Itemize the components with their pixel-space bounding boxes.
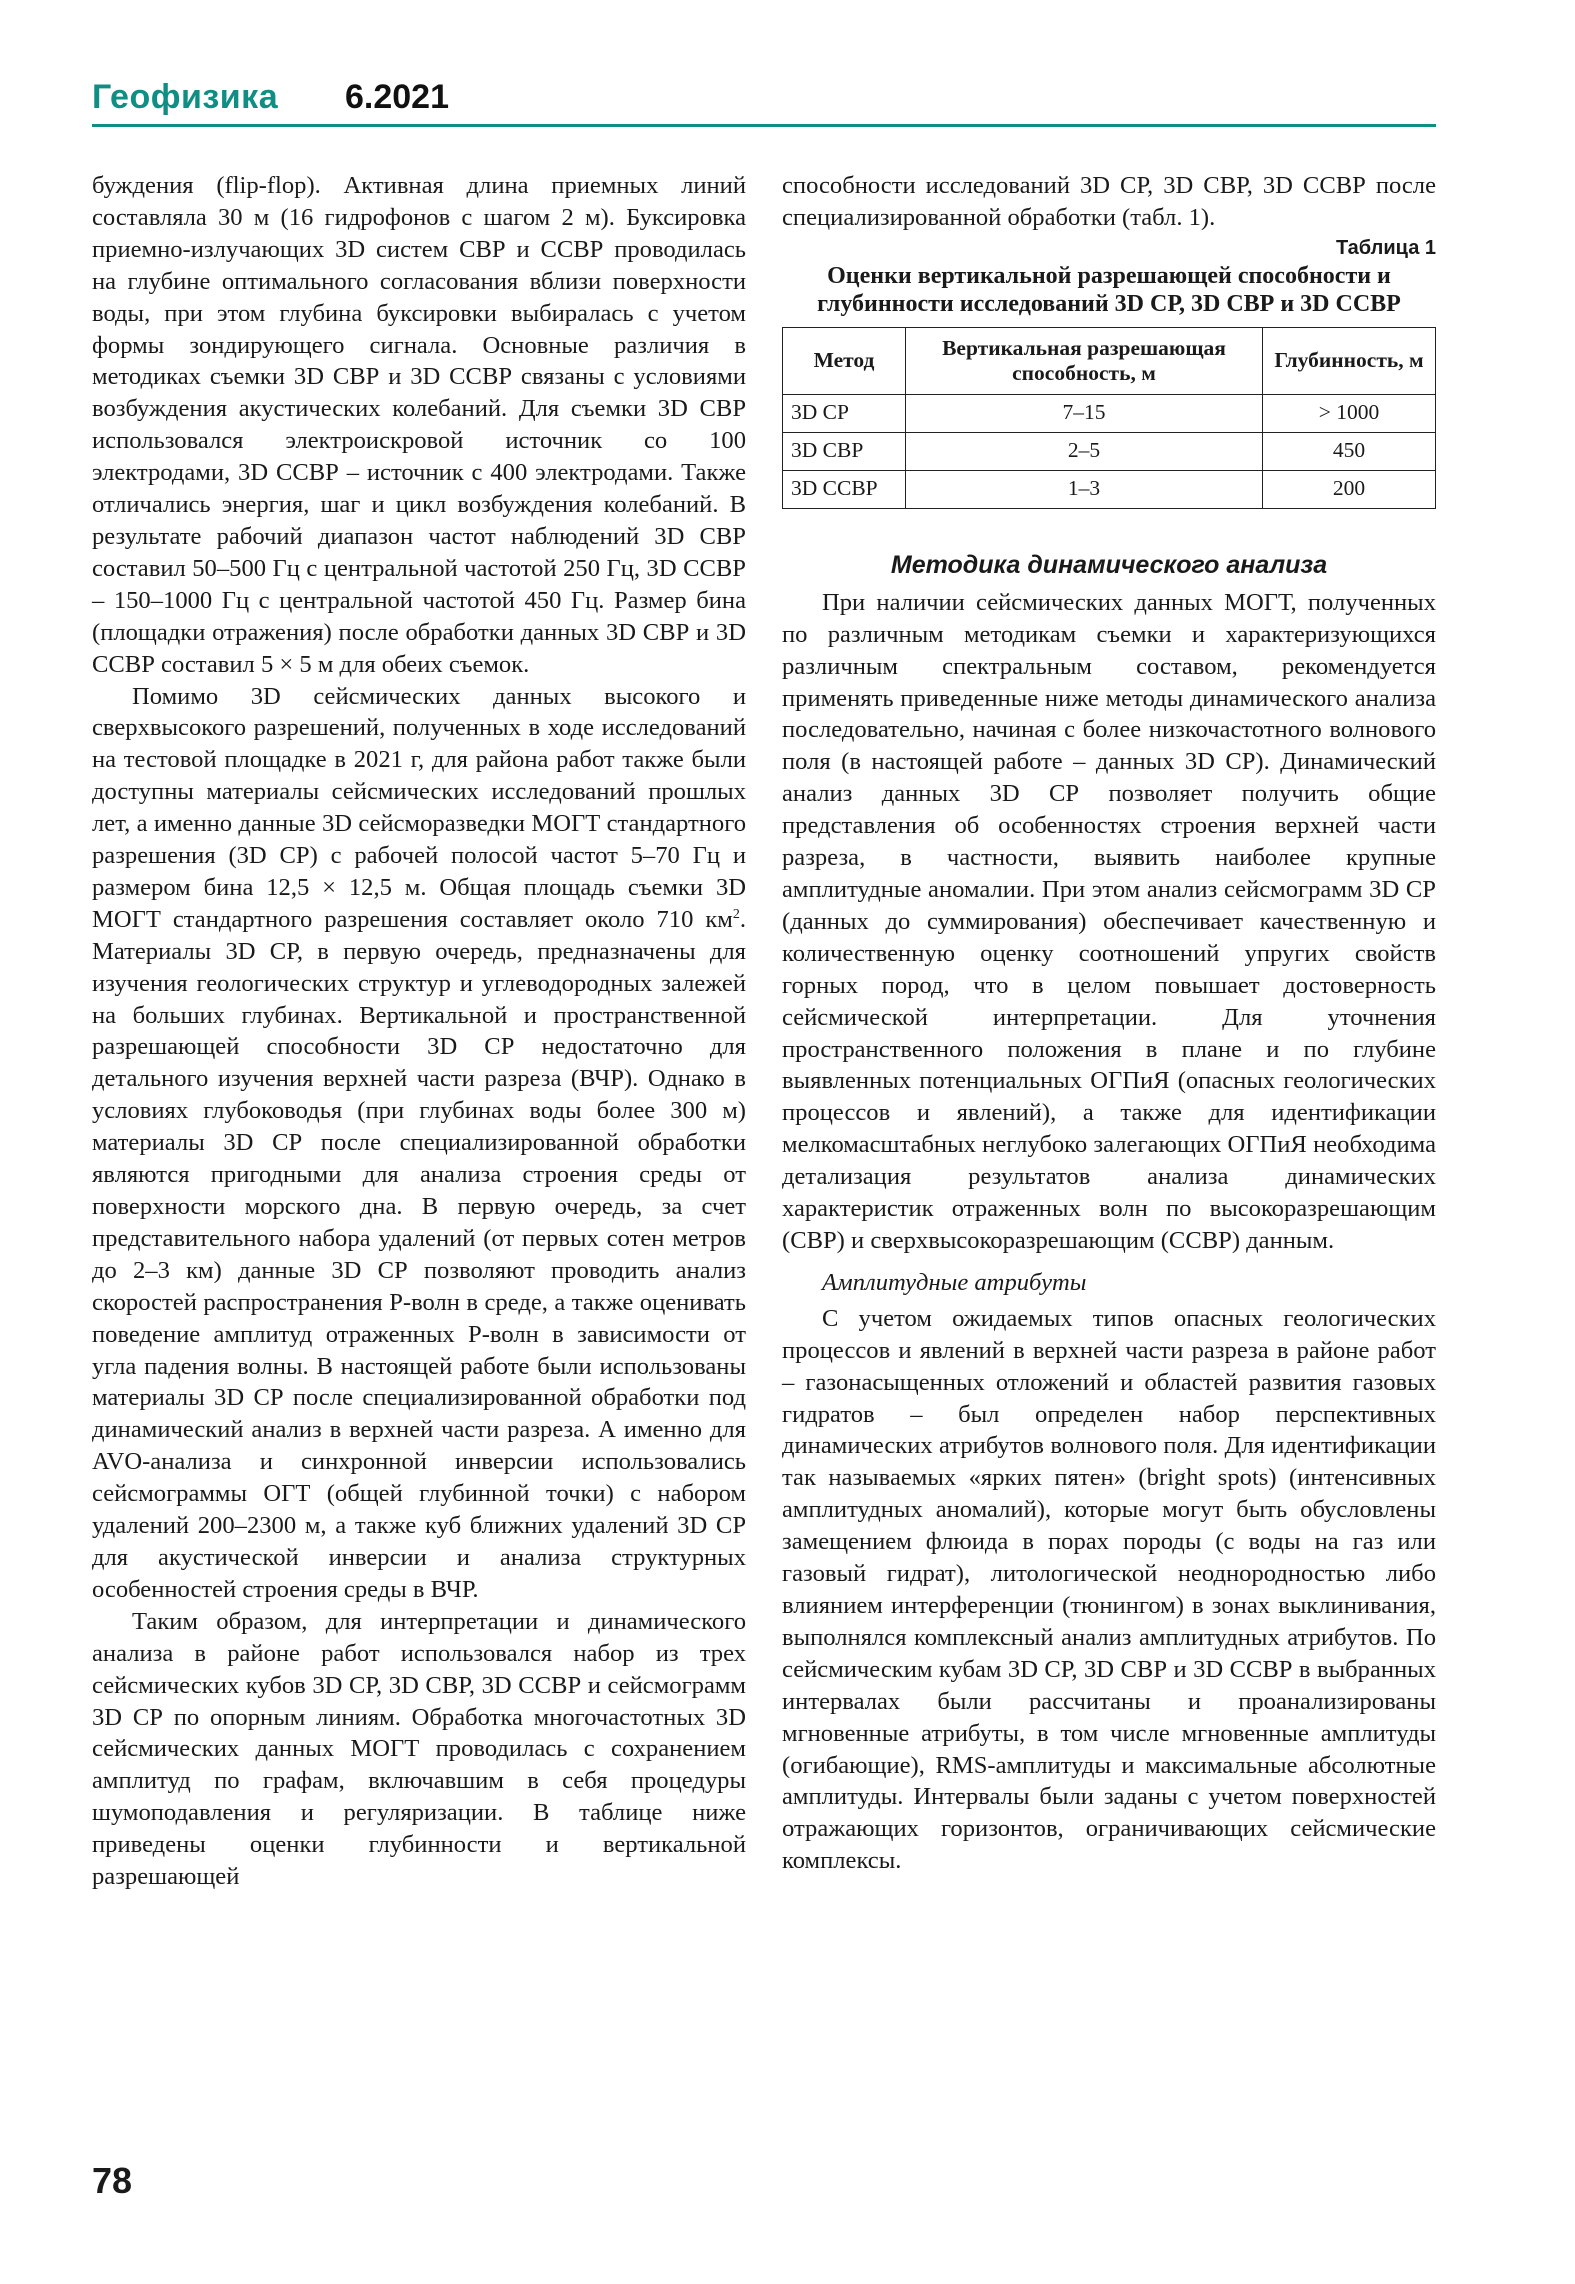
paragraph-continuation: буждения (flip-flop). Активная длина приемных линий составляла 30 м (16 гидрофонов с шагом 2 м). Буксировка приемно-излучающих 3D систем СВР и ССВР проводилась на глубине оптимального согласования вблизи поверхности воды, при этом глубина буксировки выбиралась с учетом формы зондирующего сигнала. Основные различия в методиках съемки 3D СВР и 3D ССВР связаны с условиями возбуждения акустических колебаний. Для съемки 3D СВР использовался электроискровой источник со 100 электродами, 3D ССВР – источник с 400 электродами. Также отличались энергия, шаг и цикл возбуждения колебаний. В результате рабочий диапазон частот наблюдений 3D СВР составил 50–500 Гц с центральной частотой 250 Гц, 3D ССВР – 150–1000 Гц с центральной частотой 450 Гц. Размер бина (площадки отражения) после обработки данных 3D СВР и 3D ССВР составил 5 × 5 м для обеих съемок.	[92, 172, 746, 678]
paragraph-summary: Таким образом, для интерпретации и динамического анализа в районе работ использовался набор из трех сейсмических кубов 3D СР, 3D СВР, 3D ССВР и сейсмограмм 3D СР по опорным линиям. Обработка многочастотных 3D сейсмических данных МОГТ проводилась с сохранением амплитуд по графам, включавшим в себя процедуры шумоподавления и регуляризации. В таблице ниже приведены оценки глубинности и вертикальной разрешающей	[92, 1607, 746, 1891]
header-rule	[92, 124, 1436, 127]
table-label: Таблица 1	[1335, 236, 1436, 259]
table-cell: 3D СВР	[783, 432, 906, 470]
superscript-2: 2	[732, 906, 740, 922]
paragraph-data-sources-start: Помимо 3D сейсмических данных высокого и сверхвысокого разрешений, полученных в ходе исследований на тестовой площадке в 2021 г, для района работ также были доступны материалы сейсмических исследований прошлых лет, а именно данные 3D сейсморазведки МОГТ стандартного разрешения (3D СР) с рабочей полосой частот 5–70 Гц и размером бина 12,5 × 12,5 м. Общая площадь съемки 3D МОГТ стандартного разрешения составляет около 710 км	[92, 682, 746, 933]
table-cell: > 1000	[1263, 394, 1436, 432]
left-column	[92, 170, 746, 1893]
journal-title: Геофизика	[92, 78, 279, 116]
table-title: Оценки вертикальной разрешающей способности и глубинности исследований 3D СР, 3D СВР и 3D ССВР	[817, 262, 1401, 318]
table-row	[783, 394, 1436, 432]
table-cell: 7–15	[906, 394, 1263, 432]
paragraph-amplitude: С учетом ожидаемых типов опасных геологических процессов и явлений в верхней части разреза в районе работ – газонасыщенных отложений и областей развития газовых гидратов – был определен набор перспективных динамических атрибутов волнового поля. Для идентификации так называемых «ярких пятен» (bright spots) (интенсивных амплитудных аномалий), которые могут быть обусловлены замещением флюида в порах породы (с воды на газ или газовый гидрат), литологической неоднородностью либо влиянием интерференции (тюнингом) в зонах выклинивания, выполнялся комплексный анализ амплитудных атрибутов. По сейсмическим кубам 3D СР, 3D СВР и 3D ССВР в выбранных интервалах были рассчитаны и проанализированы мгновенные атрибуты, в том числе мгновенные амплитуды (огибающие), RMS-амплитуды и максимальные абсолютные амплитуды. Интервалы были заданы с учетом поверхностей отражающих горизонтов, ограничивающих сейсмические комплексы.	[782, 1304, 1436, 1875]
paragraph-table-intro: способности исследований 3D СР, 3D СВР, 3D ССВР после специализированной обработки (табл. 1).	[782, 172, 1436, 231]
paragraph-data-sources-rest: . Материалы 3D СР, в первую очередь, предназначены для изучения геологических структур и углеводородных залежей на больших глубинах. Вертикальной и пространственной разрешающей способности 3D СР недостаточно для детального изучения верхней части разреза (ВЧР). Однако в условиях глубоководья (при глубинах воды более 300 м) материалы 3D СР после специализированной обработки являются пригодными для анализа строения среды от поверхности морского дна. В первую очередь, за счет представительного набора удалений (от первых сотен метров до 2–3 км) данные 3D СР позволяют проводить анализ скоростей распространения P-волн в среде, а также оценивать поведение амплитуд отраженных P-волн в зависимости от угла падения волны. В настоящей работе были использованы материалы 3D СР после специализированной обработки под динамический анализ в верхней части разреза. А именно для AVO-анализа и синхронной инверсии использовались сейсмограммы ОГТ (общей глубинной точки) с набором удалений 200–2300 м, а также куб ближних удалений 3D СР для акустической инверсии и анализа структурных особенностей строения среды в ВЧР.	[92, 905, 746, 1603]
right-column	[782, 170, 1436, 1877]
paragraph-data-sources	[92, 681, 746, 1606]
table-cell: 450	[1263, 432, 1436, 470]
page-number: 78	[92, 2160, 133, 2201]
table-header-depth: Глубинность, м	[1263, 327, 1436, 394]
paragraph-method: При наличии сейсмических данных МОГТ, полученных по различным методикам съемки и характеризующихся различным спектральным составом, рекомендуется применять приведенные ниже методы динамического анализа последовательно, начиная с более низкочастотного волнового поля (в настоящей работе – данных 3D СР). Динамический анализ данных 3D СР позволяет получить общие представления об особенностях строения верхней части разреза, в частности, выявить наиболее крупные амплитудные аномалии. При этом анализ сейсмограмм 3D СР (данных до суммирования) обеспечивает качественную и количественную оценку соотношений упругих свойств горных пород, что в целом повышает достоверность сейсмической интерпретации. Для уточнения пространственного положения в плане и по глубине выявленных потенциальных ОГПиЯ (опасных геологических процессов и явлений), а также для идентификации мелкомасштабных неглубоко залегающих ОГПиЯ необходима детализация результатов анализа динамических характеристик отраженных волн по высокоразрешающим (СВР) и сверхвысокоразрешающим (ССВР) данным.	[782, 588, 1436, 1254]
table-cell: 200	[1263, 470, 1436, 508]
table-row	[783, 432, 1436, 470]
table-cell: 3D ССВР	[783, 470, 906, 508]
table-cell: 1–3	[906, 470, 1263, 508]
table-cell: 2–5	[906, 432, 1263, 470]
table-header-row	[783, 327, 1436, 394]
table-row	[783, 470, 1436, 508]
subsection-title: Амплитудные атрибуты	[822, 1268, 1087, 1296]
section-title: Методика динамического анализа	[890, 550, 1328, 579]
table-header-method: Метод	[783, 327, 906, 394]
issue-number: 6.2021	[345, 78, 449, 116]
table-cell: 3D СР	[783, 394, 906, 432]
page-header	[92, 78, 1436, 126]
table-header-resolution: Вертикальная разрешающая способность, м	[906, 327, 1263, 394]
resolution-table	[782, 327, 1436, 509]
